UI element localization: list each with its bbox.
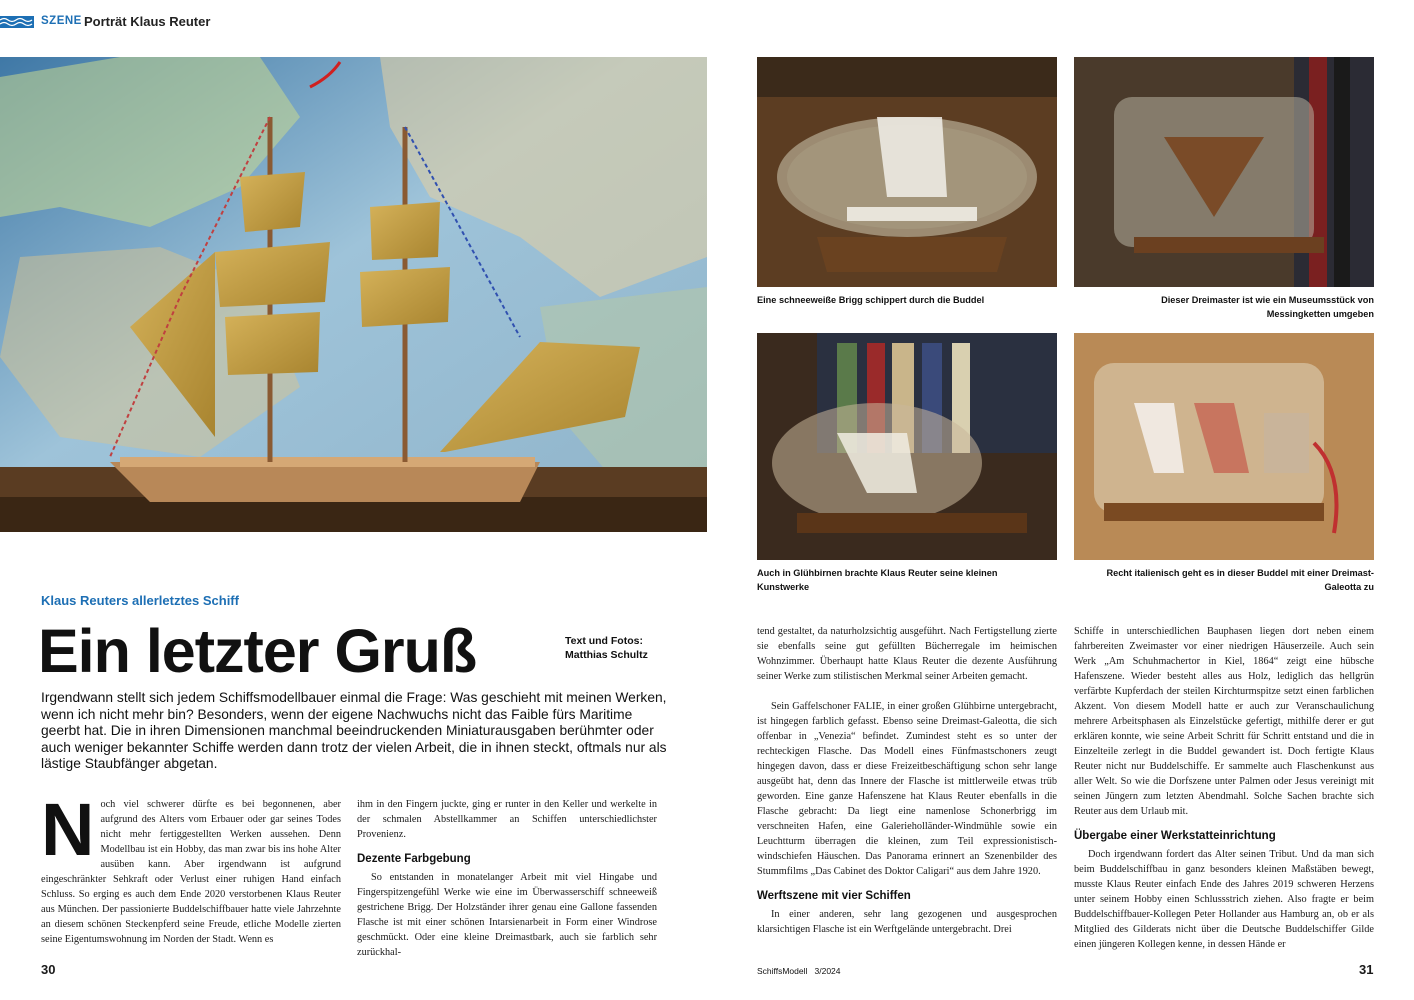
body-paragraph: Schiffe in unterschiedlichen Bauphasen liegen dort neben einem fahrbereiten Zweimaster vor einer niedrigen Häuserzeile. Auch sein Werk „Am Schuhmachertor in Kiel, 1864“ zeigt eine hübsche Hafenszene. Wieder besteht alles aus Holz, lediglich das hellgrün verfärbte Kupferdach der steilen Kirchturmspitze setzt einen farblichen Akzent. Von diesem Modell hatte er auch zur Veranschaulichung mehrere Arbeitsphasen als Einzelstücke gefertigt, mithilfe derer er gut erklären konnte, wie seine Arbeit Schritt für Schritt entstand und die in Einzelteile zerlegt in die Buddel gewandert ist. Doch fertigte Klaus Reuter nicht nur Buddelschiffe. Er sammelte auch Flaschenkunst aus aller Welt. So wie die Dorfszene unter Palmen oder Jesus vereinigt mit seinen Jüngern zum letzten Abendmahl. Solche Sachen brachte sich Reuter aus dem Urlaub mit. [1074,626,1374,817]
photo-caption-three-master: Dieser Dreimaster ist wie ein Museumsstück von Messingketten umgeben [1161,295,1374,319]
article-lead: Irgendwann stellt sich jedem Schiffsmodellbauer einmal die Frage: Was geschieht mit meinen Werken, wenn ich nicht mehr bin? Besonders, wenn der eigene Nachwuchs nicht das Faible fürs Maritime geerbt hat. Die in ihren Dimensionen manchmal beeindruckenden Miniaturausgaben berühmter oder auch weniger bekannter Schiffe werden dann trotz der vielen Arbeit, die in ihnen steckt, oftmals nur als lästige Staubfänger abgetan. [41,690,667,771]
page-number-left: 30 [41,962,56,977]
drop-cap: N [41,788,95,871]
article-headline: Ein letzter Gruß [38,617,477,685]
photo-caption-galeotta: Recht italienisch geht es in dieser Buddel mit einer Dreimast-Galeotta zu [1106,568,1374,592]
credit-label: Text und Fotos: [565,635,643,647]
magazine-name: SchiffsModell [757,966,808,976]
subheading-werkstatt: Übergabe einer Werkstatteinrichtung [1074,830,1276,842]
body-paragraph: tend gestaltet, da naturholzsichtig ausgeführt. Nach Fertigstellung zierte sie ebenfalls seine gut gefüllten Bücherregale im heimischen Wohnzimmer. Überhaupt hatte Klaus Reuter die dezente Ausführung seiner Werke zum stilistischen Merkmal seiner Arbeiten gemacht. [757,626,1057,682]
body-paragraph: och viel schwerer dürfte es bei begonnenen, aber aufgrund des Alters vom Erbauer oder gar seines Todes nicht mehr fertiggestellten Werken aussehen. Denn Modellbau ist ein Hobby, das man zwar bis ins hohe Alter ausüben kann. Aber irgendwann ist aufgrund eingeschränkter Sehkraft oder Verlust einer ruhigen Hand einfach Schluss. So erging es auch dem Ende 2020 verstorbenen Klaus Reuter aus München. Der passionierte Buddelschiffbauer hatte viele Jahrzehnte an diesem schönen Steckenpferd seine Freude, etliche Modelle zierten seine Eigentumswohnung im Norden der Stadt. Wenn es [41,799,341,945]
body-column-3 [757,624,1057,937]
wave-icon [0,16,34,28]
body-paragraph: Sein Gaffelschoner FALIE, in einer großen Glühbirne untergebracht, ist hingegen farblich gefasst. Ebenso seine Dreimast-Galeotta, die sich offenbar in „Venezia“ befindet. Zumindest steht es so unter der rechteckigen Flasche. Das Modell eines Fünfmastschoners zeugt hingegen davon, dass er diese Freizeitbeschäftigung schon sehr lange ausgeübt hat, denn das Innere der Flasche ist mittlerweile etwas trüb geworden. Eine ganze Hafenszene hat Klaus Reuter ebenfalls in die Flasche gebracht: Da liegt eine namenlose Schonerbrigg im verschneiten Hafen, eine Galerieholländer-Windmühle sowie ein Leuchtturm überragen die kleinen, zum Teil expressionistisch-windschiefen Häuschen. Das Panorama erinnert an Szenenbilder des Stummfilms „Das Cabinet des Doktor Caligari“ aus dem Jahre 1920. [757,701,1057,877]
magazine-footer [757,966,841,976]
photo-caption-lightbulb: Auch in Glühbirnen brachte Klaus Reuter seine kleinen Kunstwerke [757,568,998,592]
photo-galeotta-in-bottle [1074,333,1374,560]
body-column-4 [1074,624,1374,952]
section-tag: SZENE [41,15,82,27]
hero-photo-ship-model [0,57,707,532]
magazine-issue: 3/2024 [814,966,841,976]
photo-three-master-in-bottle [1074,57,1374,287]
page-header-title: Porträt Klaus Reuter [84,14,211,29]
photo-schooner-in-lightbulb [757,333,1057,560]
body-paragraph: ihm in den Fingern juckte, ging er runter in den Keller und werkelte in der schmalen Abstellkammer an Schiffen unterschiedlichster Provenienz. [357,799,657,840]
credit-name: Matthias Schultz [565,649,648,661]
body-paragraph: So entstanden in monatelanger Arbeit mit viel Hingabe und Fingerspitzengefühl Werke wie eine im Überwasserschiff schneeweiß gestrichene Brigg. Der Holzständer ihrer genau eine Gallone fassenden Flasche ist mit einer schönen Intarsienarbeit in Form einer Windrose geschmückt. Oder eine kleine Dreimastbark, auch sie farblich sehr zurückhal- [357,872,657,958]
body-paragraph: In einer anderen, sehr lang gezogenen und ausgesprochen klarsichtigen Flasche ist ein Werftgelände untergebracht. Drei [757,909,1057,935]
body-column-1 [41,788,341,947]
article-kicker: Klaus Reuters allerletztes Schiff [41,593,239,608]
photo-caption-brig: Eine schneeweiße Brigg schippert durch die Buddel [757,295,985,305]
photo-brig-in-bottle [757,57,1057,287]
page-number-right: 31 [1359,962,1374,977]
subheading-farbgebung: Dezente Farbgebung [357,853,471,865]
subheading-werftszene: Werftszene mit vier Schiffen [757,890,911,902]
body-column-2 [357,797,657,960]
body-paragraph: Doch irgendwann fordert das Alter seinen Tribut. Und da man sich beim Buddelschiffbau in ganz besonders kleinen Maßstäben bewegt, musste Klaus Reuter einfach Ende des Jahres 2019 schweren Herzens unter seinem Hobby einen Schlussstrich ziehen. Also fragte er beim Buddelschiffbauer-Kollegen Peter Hollander aus Hamburg an, ob er als Mitglied des Gilderats nicht über die Deutsche Buddelschiffer Gilde einen jüngeren Kollegen kenne, in dessen Hände er [1074,849,1374,950]
